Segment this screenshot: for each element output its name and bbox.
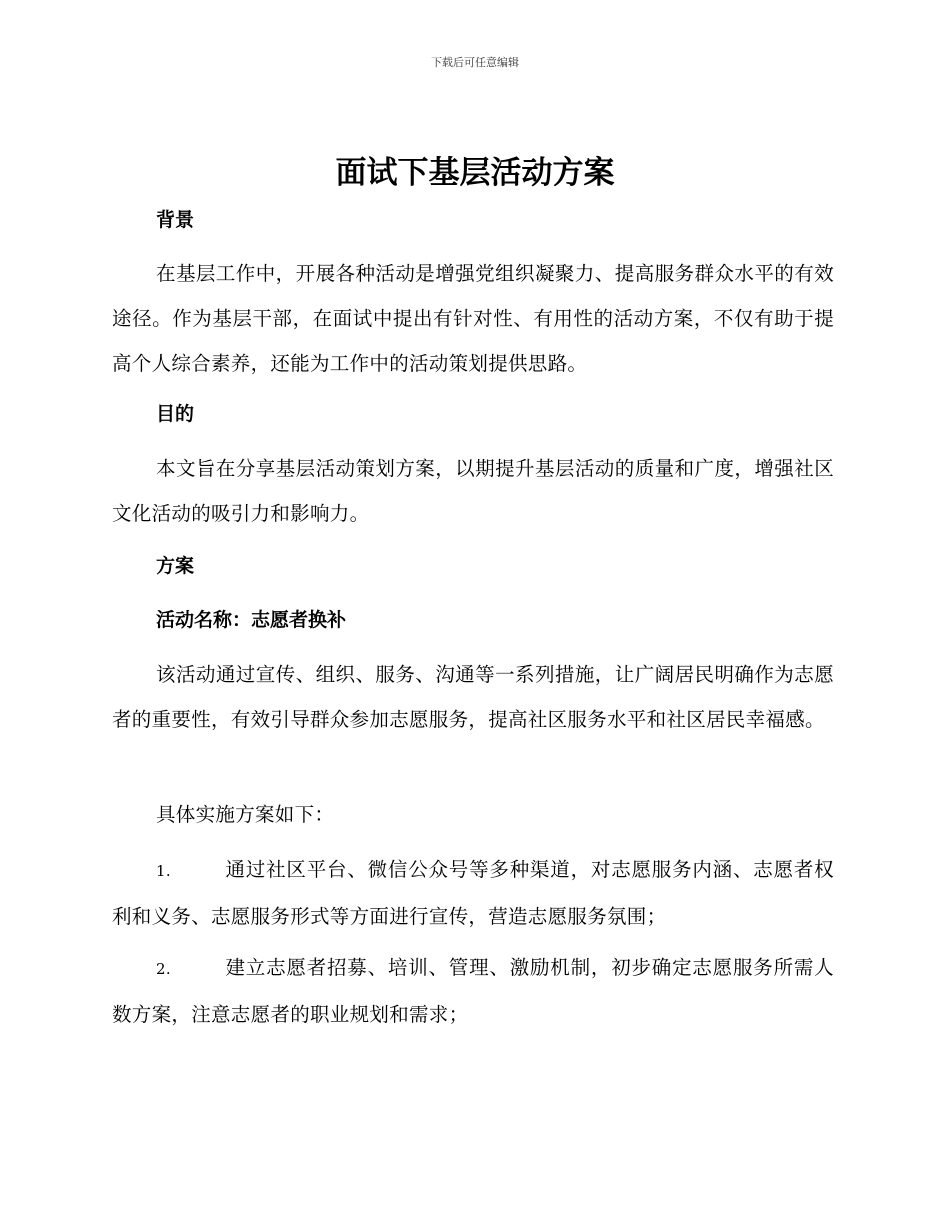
background-paragraph: 在基层工作中，开展各种活动是增强党组织凝聚力、提高服务群众水平的有效途径。作为基层干部，在面试中提出有针对性、有用性的活动方案，不仅有助于提高个人综合素养，还能为工作中的活动策划提供思路。: [112, 262, 834, 375]
list-item-text: 建立志愿者招募、培训、管理、激励机制，初步确定志愿服务所需人数方案，注意志愿者的职业规划和需求；: [112, 956, 834, 1026]
steps-intro: 具体实施方案如下：: [156, 803, 335, 826]
document-title: 面试下基层活动方案: [335, 155, 615, 191]
activity-paragraph: 该活动通过宣传、组织、服务、沟通等一系列措施，让广阔居民明确作为志愿者的重要性，有效引导群众参加志愿服务，提高社区服务水平和社区居民幸福感。: [112, 663, 834, 731]
list-item: [112, 945, 834, 1037]
list-item-number: 2.: [156, 960, 171, 978]
list-item-text: 通过社区平台、微信公众号等多种渠道，对志愿服务内涵、志愿者权利和义务、志愿服务形式等方面进行宣传，营造志愿服务氛围；: [112, 858, 834, 928]
list-item: [112, 847, 834, 939]
purpose-paragraph: 本文旨在分享基层活动策划方案，以期提升基层活动的质量和广度，增强社区文化活动的吸引力和影响力。: [112, 457, 834, 525]
list-item-number: 1.: [156, 862, 171, 880]
plan-heading: 方案: [156, 555, 195, 577]
background-heading: 背景: [156, 209, 195, 231]
page-header: 下载后可任意编辑: [431, 56, 519, 69]
activity-heading: 活动名称：志愿者换补: [156, 609, 347, 631]
purpose-heading: 目的: [156, 403, 195, 425]
